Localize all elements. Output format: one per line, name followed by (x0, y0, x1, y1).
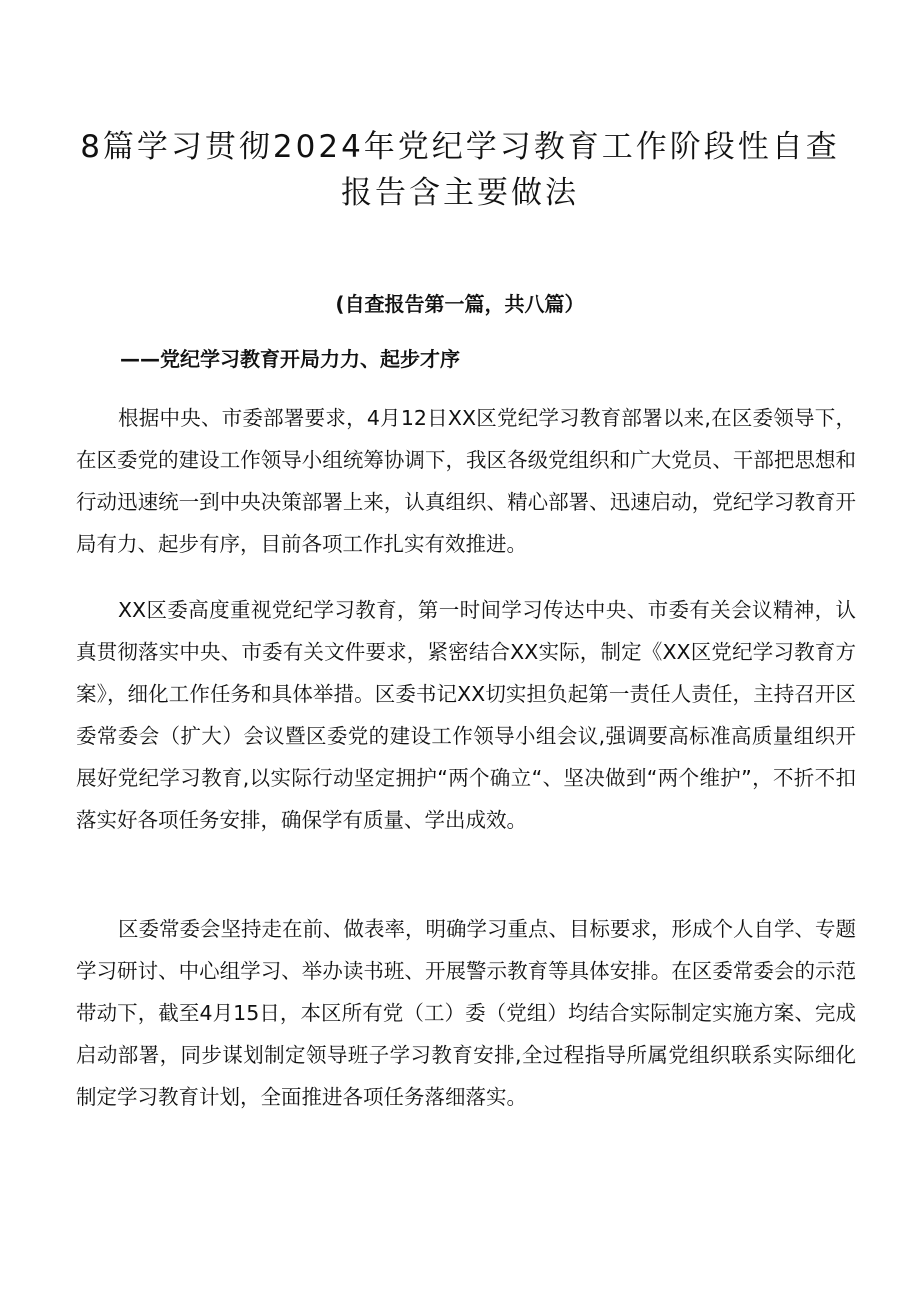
section-heading: ——党纪学习教育开局力力、起步才序 (120, 347, 460, 371)
document-subtitle: (自查报告第一篇，共八篇） (335, 292, 585, 316)
document-title-line-1: 8篇学习贯彻2024年党纪学习教育工作阶段性自查 (80, 129, 840, 165)
paragraph-3: 区委常委会坚持走在前、做表率，明确学习重点、目标要求，形成个人自学、专题学习研讨、中心组学习、举办读书班、开展警示教育等具体安排。在区委常委会的示范带动下，截至4月15日，本区所有党（工）委（党组）均结合实际制定实施方案、完成启动部署，同步谋划制定领导班子学习教育安排,全过程指导所属党组织联系实际细化制定学习教育计划，全面推进各项任务落细落实。 (76, 917, 856, 1109)
document-title-line-2: 报告含主要做法 (341, 175, 579, 211)
paragraph-1: 根据中央、市委部署要求，4月12日XX区党纪学习教育部署以来,在区委领导下，在区委党的建设工作领导小组统筹协调下，我区各级党组织和广大党员、干部把思想和行动迅速统一到中央决策部署上来，认真组织、精心部署、迅速启动，党纪学习教育开局有力、起步有序，目前各项工作扎实有效推进。 (76, 406, 856, 556)
paragraph-2: XX区委高度重视党纪学习教育，第一时间学习传达中央、市委有关会议精神，认真贯彻落实中央、市委有关文件要求，紧密结合XX实际，制定《XX区党纪学习教育方案》，细化工作任务和具体举措。区委书记XX切实担负起第一责任人责任，主持召开区委常委会（扩大）会议暨区委党的建设工作领导小组会议,强调要高标准高质量组织开展好党纪学习教育,以实际行动坚定拥护“两个确立“、坚决做到“两个维护”，不折不扣落实好各项任务安排，确保学有质量、学出成效。 (76, 598, 856, 832)
